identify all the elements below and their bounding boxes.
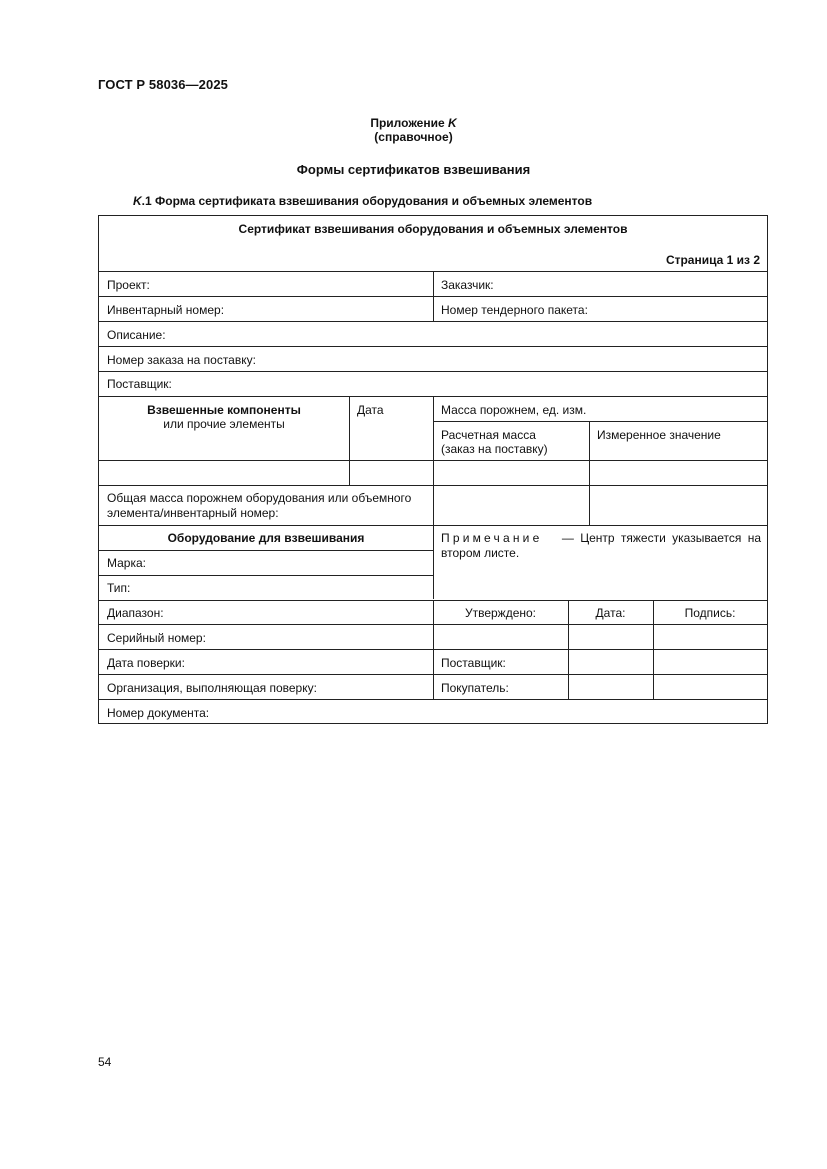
calc-mass-line1: Расчетная масса bbox=[441, 428, 536, 442]
weighing-certificate-form bbox=[98, 215, 768, 724]
type-label: Тип: bbox=[107, 581, 131, 595]
appendix-letter: K bbox=[447, 116, 457, 130]
forms-title: Формы сертификатов взвешивания bbox=[296, 162, 531, 177]
appendix-prefix: Приложение bbox=[370, 116, 445, 130]
rule bbox=[433, 396, 434, 599]
rule bbox=[99, 550, 433, 551]
supplier2-label: Поставщик: bbox=[441, 656, 506, 670]
supplier-label: Поставщик: bbox=[107, 377, 172, 391]
serial-number-label: Серийный номер: bbox=[107, 631, 206, 645]
note-text-line1: — Центр тяжести указывается на bbox=[561, 531, 761, 545]
order-number-label: Номер заказа на поставку: bbox=[107, 353, 256, 367]
description-label: Описание: bbox=[107, 328, 166, 342]
appendix-heading bbox=[0, 116, 827, 144]
inventory-number-label: Инвентарный номер: bbox=[107, 303, 225, 317]
note-spaced-label: Примечание bbox=[441, 531, 543, 545]
verification-date-label: Дата поверки: bbox=[107, 656, 185, 670]
rule bbox=[433, 421, 767, 422]
signature-label: Подпись: bbox=[684, 606, 736, 620]
document-number-label: Номер документа: bbox=[107, 706, 210, 720]
tender-package-label: Номер тендерного пакета: bbox=[441, 303, 588, 317]
standard-designation: ГОСТ Р 58036—2025 bbox=[98, 77, 228, 92]
page-info: Страница 1 из 2 bbox=[665, 253, 760, 267]
project-label: Проект: bbox=[107, 278, 150, 292]
rule bbox=[349, 396, 350, 485]
components-header-rest: или прочие элементы bbox=[163, 417, 285, 431]
note-line1 bbox=[441, 531, 761, 545]
section-number-letter: K bbox=[133, 194, 142, 208]
verifying-org-label: Организация, выполняющая поверку: bbox=[107, 681, 317, 695]
customer-label: Заказчик: bbox=[441, 278, 494, 292]
range-label: Диапазон: bbox=[107, 606, 164, 620]
appendix-type: (справочное) bbox=[374, 130, 453, 144]
certificate-title: Сертификат взвешивания оборудования и объемных элементов bbox=[238, 222, 628, 236]
calc-mass-line2: (заказ на поставку) bbox=[441, 442, 548, 456]
buyer-label: Покупатель: bbox=[441, 681, 509, 695]
brand-label: Марка: bbox=[107, 556, 146, 570]
rule bbox=[99, 371, 767, 372]
section-title-text: Форма сертификата взвешивания оборудования и объемных элементов bbox=[155, 194, 593, 208]
weighing-equipment-header: Оборудование для взвешивания bbox=[167, 531, 365, 545]
total-mass-line2: элемента/инвентарный номер: bbox=[107, 506, 279, 520]
date-label: Дата: bbox=[595, 606, 626, 620]
measured-value-header: Измеренное значение bbox=[597, 428, 721, 442]
rule bbox=[99, 575, 433, 576]
rule bbox=[433, 271, 434, 321]
rule bbox=[99, 699, 767, 700]
page-number: 54 bbox=[98, 1055, 112, 1069]
section-number-rest: .1 bbox=[141, 194, 152, 208]
rule bbox=[99, 346, 767, 347]
empty-mass-header: Масса порожнем, ед. изм. bbox=[441, 403, 587, 417]
rule bbox=[99, 321, 767, 322]
total-mass-line1: Общая масса порожнем оборудования или объемного bbox=[107, 491, 412, 505]
date-header: Дата bbox=[357, 403, 384, 417]
section-title bbox=[133, 194, 592, 208]
components-header-bold: Взвешенные компоненты bbox=[147, 403, 301, 417]
rule bbox=[589, 421, 590, 525]
note-text-line2: втором листе. bbox=[441, 546, 520, 560]
approved-label: Утверждено: bbox=[464, 606, 537, 620]
